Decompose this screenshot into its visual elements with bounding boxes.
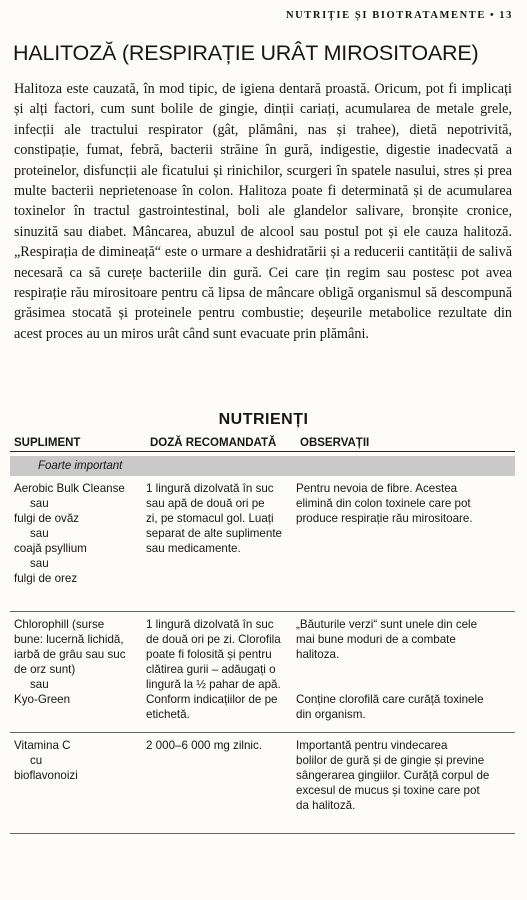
cell-line: Kyo-Green — [14, 693, 71, 706]
cell-line: iarbă de grâu sau suc — [14, 648, 126, 661]
page-number: 13 — [499, 10, 513, 21]
article-title: HALITOZĂ (RESPIRAȚIE URÂT MIROSITOARE) — [13, 41, 479, 65]
intro-paragraph: Halitoza este cauzată, în mod tipic, de igiena dentară proastă. Oricum, pot fi implicați și alți factori, cum sunt bolile de gingie, dinții cariați, acumularea de metale grele, infecții ale tractului respirator (gât, plămâni, nas și trahee), dietă nepotrivită, constipație, fumat, febră, bacterii străine în gură, indigestie, digestie inadecvată a proteinelor, disfuncții ale ficatului și rinichilor, scurgeri în spatele nasului, stres și prea multe bacterii neprietenoase în colon. Halitoza poate fi determinată și de acumularea toxinelor în tractul gastrointestinal, boli ale glandelor salivare, bronșite cronice, sinuzită sau diabet. Mâncarea, abuzul de alcool sau postul pot și ele cauza halitoză. „Respirația de dimineață“ este o urmare a deshidratării și a reducerii cantității de salivă necesară ca să curețe bacteriile din gură. Cei care țin regim sau postesc pot avea respirație rău mirositoare pentru că lipsa de mâncare obligă organismul să descompună grăsimea stocată și proteinele pentru combustie; deșeurile metabolice rezultate din acest proces au un miros urât când sunt evacuate prin plămâni. — [14, 81, 512, 342]
cell-line: Pentru nevoia de fibre. Acestea — [296, 482, 458, 495]
dose-cell — [146, 612, 296, 732]
section-heading: NUTRIENȚI — [218, 411, 309, 428]
cell-line: 1 lingură dizolvată în suc — [146, 482, 274, 495]
cell-line: mai bune moduri de a combate — [296, 633, 456, 646]
cell-line: etichetă. — [146, 708, 190, 721]
cell-line: sau — [30, 497, 49, 510]
cell-line: fulgi de ovăz — [14, 512, 80, 525]
cell-line — [296, 662, 511, 677]
cell-line: bune: lucernă lichidă, — [14, 633, 124, 646]
cell-line: sau — [30, 527, 49, 540]
cell-line: bioflavonoizi — [14, 769, 78, 782]
dose-cell — [146, 733, 296, 833]
table-row — [10, 612, 515, 733]
cell-line: poate fi folosită și pentru — [146, 648, 272, 661]
header-dose: DOZĂ RECOMANDATĂ — [150, 437, 277, 449]
cell-line: Conține clorofilă care curăță toxinele — [296, 693, 484, 706]
cell-line: din organism. — [296, 708, 366, 721]
observations-cell — [296, 733, 515, 833]
cell-line: Importantă pentru vindecarea — [296, 739, 448, 752]
cell-line: excesul de mucus și toxine care pot — [296, 784, 480, 797]
cell-line: de orz sunt) — [14, 663, 76, 676]
cell-line: 2 000–6 000 mg zilnic. — [146, 739, 263, 752]
header-observations: OBSERVAȚII — [300, 437, 370, 449]
cell-line — [296, 677, 511, 692]
cell-line: produce respirație rău mirositoare. — [296, 512, 473, 525]
table-row — [10, 476, 515, 612]
header-separator: • — [490, 10, 496, 21]
importance-band: Foarte important — [10, 456, 515, 476]
nutrients-table — [10, 431, 515, 834]
cell-line: Vitamina C — [14, 739, 71, 752]
cell-line: bolilor de gură și de gingie și previne — [296, 754, 485, 767]
cell-line: cu — [30, 754, 43, 767]
cell-line: zi, pe stomacul gol. Luați — [146, 512, 274, 525]
supplement-cell — [10, 476, 146, 611]
table-body — [10, 476, 515, 834]
cell-line: sângerarea gingiilor. Curăță corpul de — [296, 769, 490, 782]
cell-line: elimină din colon toxinele care pot — [296, 497, 471, 510]
cell-line: separat de alte suplimente — [146, 527, 282, 540]
cell-line: sau — [30, 557, 49, 570]
cell-line: lingură la ½ pahar de apă. — [146, 678, 281, 691]
table-header — [10, 431, 515, 452]
cell-line: Chlorophill (surse — [14, 618, 105, 631]
cell-line: halitoza. — [296, 648, 340, 661]
cell-line: sau — [30, 678, 49, 691]
cell-line: clătirea gurii – adăugați o — [146, 663, 276, 676]
cell-line: coajă psyllium — [14, 542, 87, 555]
cell-line: de două ori pe zi. Clorofila — [146, 633, 281, 646]
cell-line: fulgi de orez — [14, 572, 78, 585]
cell-line: 1 lingură dizolvată în suc — [146, 618, 274, 631]
supplement-cell — [10, 612, 146, 732]
table-row — [10, 733, 515, 834]
running-title: NUTRIȚIE ȘI BIOTRATAMENTE — [285, 10, 487, 21]
cell-line: Aerobic Bulk Cleanse — [14, 482, 125, 495]
observations-cell — [296, 476, 515, 611]
observations-cell — [296, 612, 515, 732]
supplement-cell — [10, 733, 146, 833]
cell-line: Conform indicațiilor de pe — [146, 693, 278, 706]
cell-line: da halitoză. — [296, 799, 356, 812]
cell-line: „Băuturile verzi“ sunt unele din cele — [296, 618, 478, 631]
cell-line: sau apă de două ori pe — [146, 497, 265, 510]
dose-cell — [146, 476, 296, 611]
header-supplement: SUPLIMENT — [14, 437, 81, 449]
running-header — [286, 10, 513, 21]
cell-line: sau medicamente. — [146, 542, 241, 555]
